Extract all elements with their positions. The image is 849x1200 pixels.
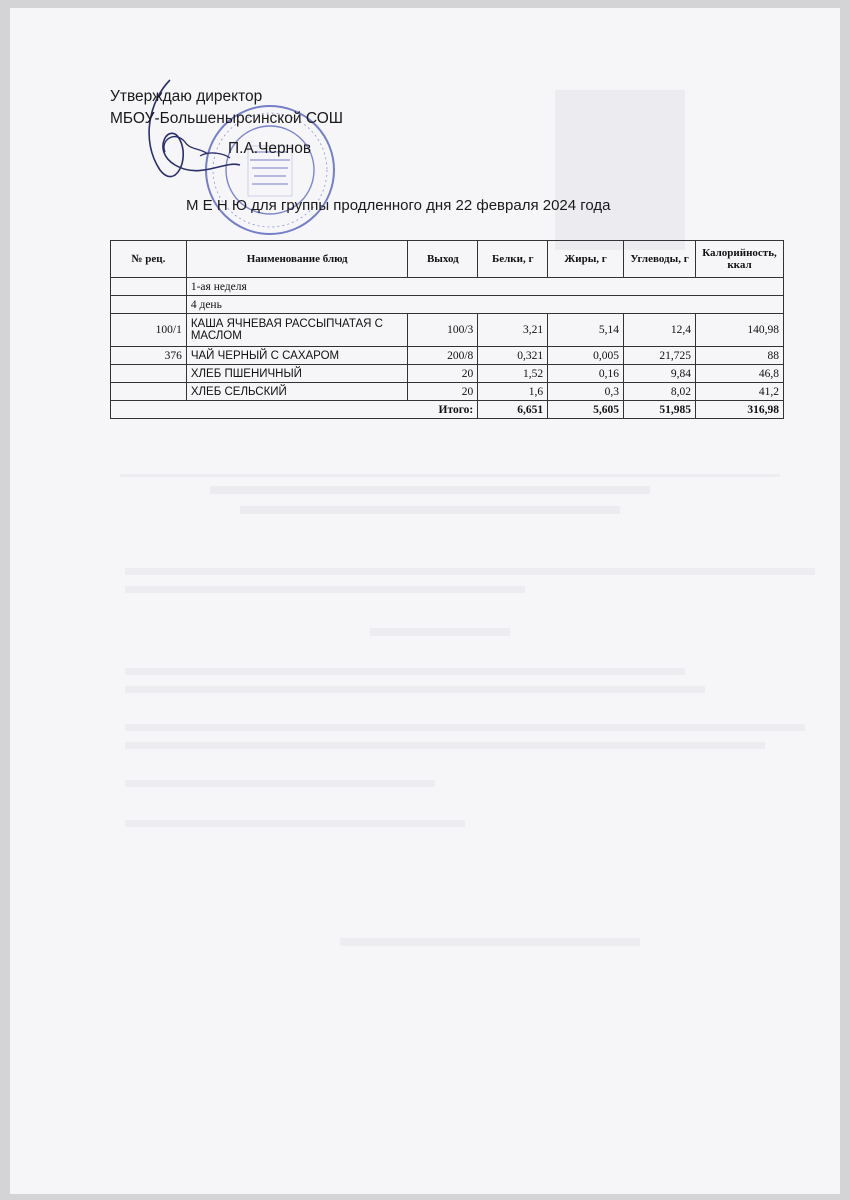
dish-carbs: 21,725 xyxy=(624,347,696,365)
dish-protein: 3,21 xyxy=(478,314,548,347)
recipe-number xyxy=(111,365,187,383)
school-name: МБОУ-Большенырсинской СОШ xyxy=(110,110,343,127)
dish-calories: 88 xyxy=(695,347,783,365)
dish-carbs: 12,4 xyxy=(624,314,696,347)
table-row xyxy=(111,314,784,347)
table-header-row xyxy=(111,241,784,278)
director-name: П.А.Чернов xyxy=(228,140,312,157)
dish-output: 20 xyxy=(408,365,478,383)
table-row xyxy=(111,383,784,401)
col-output: Выход xyxy=(408,241,478,278)
week-row xyxy=(111,278,784,296)
menu-title: М Е Н Ю для группы продленного дня 22 февраля 2024 года xyxy=(186,197,611,214)
recipe-number xyxy=(111,383,187,401)
dish-fat: 5,14 xyxy=(548,314,624,347)
dish-protein: 0,321 xyxy=(478,347,548,365)
day-label: 4 день xyxy=(186,296,783,314)
total-row xyxy=(111,401,784,419)
dish-calories: 46,8 xyxy=(695,365,783,383)
total-protein: 6,651 xyxy=(478,401,548,419)
col-recipe: № рец. xyxy=(111,241,187,278)
dish-calories: 140,98 xyxy=(695,314,783,347)
week-label: 1-ая неделя xyxy=(186,278,783,296)
total-fat: 5,605 xyxy=(548,401,624,419)
dish-name: ХЛЕБ ПШЕНИЧНЫЙ xyxy=(186,365,408,383)
approval-line: Утверждаю директор xyxy=(110,88,263,105)
dish-name: ХЛЕБ СЕЛЬСКИЙ xyxy=(186,383,408,401)
dish-output: 100/3 xyxy=(408,314,478,347)
dish-output: 200/8 xyxy=(408,347,478,365)
col-fat: Жиры, г xyxy=(548,241,624,278)
total-carbs: 51,985 xyxy=(624,401,696,419)
dish-fat: 0,3 xyxy=(548,383,624,401)
col-carbs: Углеводы, г xyxy=(624,241,696,278)
dish-calories: 41,2 xyxy=(695,383,783,401)
col-dish: Наименование блюд xyxy=(186,241,408,278)
total-calories: 316,98 xyxy=(695,401,783,419)
dish-name: ЧАЙ ЧЕРНЫЙ С САХАРОМ xyxy=(186,347,408,365)
table-row xyxy=(111,365,784,383)
total-label: Итого: xyxy=(111,401,478,419)
dish-carbs: 9,84 xyxy=(624,365,696,383)
recipe-number: 100/1 xyxy=(111,314,187,347)
dish-fat: 0,16 xyxy=(548,365,624,383)
recipe-number: 376 xyxy=(111,347,187,365)
dish-protein: 1,6 xyxy=(478,383,548,401)
dish-output: 20 xyxy=(408,383,478,401)
menu-table xyxy=(110,240,784,419)
col-protein: Белки, г xyxy=(478,241,548,278)
col-calories: Калорийность, ккал xyxy=(695,241,783,278)
dish-protein: 1,52 xyxy=(478,365,548,383)
dish-carbs: 8,02 xyxy=(624,383,696,401)
day-row xyxy=(111,296,784,314)
table-row xyxy=(111,347,784,365)
dish-name: КАША ЯЧНЕВАЯ РАССЫПЧАТАЯ С МАСЛОМ xyxy=(186,314,408,347)
dish-fat: 0,005 xyxy=(548,347,624,365)
